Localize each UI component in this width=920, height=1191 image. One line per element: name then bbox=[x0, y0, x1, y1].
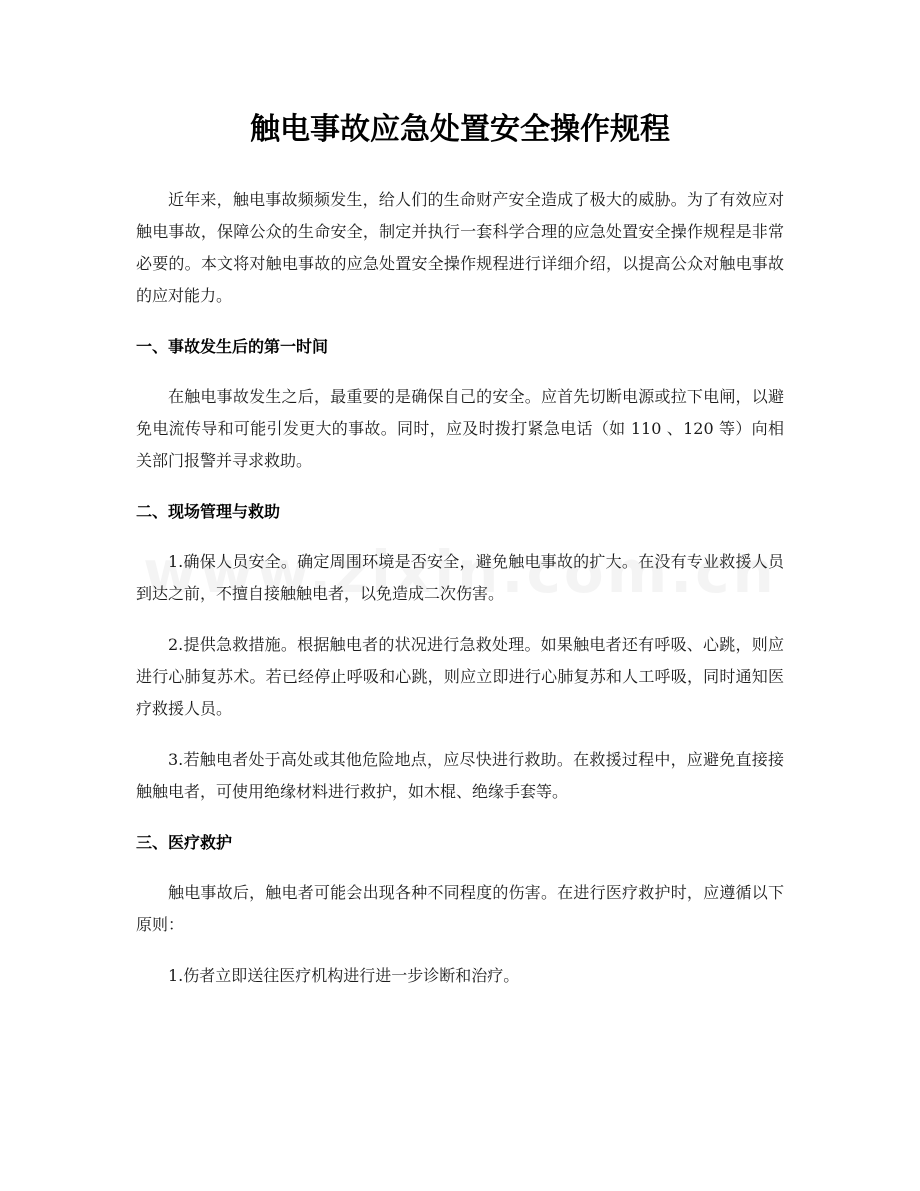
section-heading-2: 二、现场管理与救助 bbox=[136, 502, 281, 521]
section-heading-3: 三、医疗救护 bbox=[136, 833, 233, 852]
document-body bbox=[136, 184, 784, 1011]
section-3-item-1: 1.伤者立即送往医疗机构进行进一步诊断和治疗。 bbox=[168, 966, 520, 985]
section-3-paragraph: 触电事故后，触电者可能会出现各种不同程度的伤害。在进行医疗救护时，应遵循以下原则： bbox=[136, 883, 784, 934]
section-heading-1: 一、事故发生后的第一时间 bbox=[136, 337, 329, 356]
section-2-item-1: 1.确保人员安全。确定周围环境是否安全，避免触电事故的扩大。在没有专业救援人员到达之前，不擅自接触触电者，以免造成二次伤害。 bbox=[136, 552, 784, 603]
section-2-item-3: 3.若触电者处于高处或其他危险地点，应尽快进行救助。在救援过程中，应避免直接接触触电者，可使用绝缘材料进行救护，如木棍、绝缘手套等。 bbox=[136, 750, 784, 801]
intro-paragraph: 近年来，触电事故频频发生，给人们的生命财产安全造成了极大的威胁。为了有效应对触电事故，保障公众的生命安全，制定并执行一套科学合理的应急处置安全操作规程是非常必要的。本文将对触电事故的应急处置安全操作规程进行详细介绍，以提高公众对触电事故的应对能力。 bbox=[136, 190, 784, 305]
section-2-item-2: 2.提供急救措施。根据触电者的状况进行急救处理。如果触电者还有呼吸、心跳，则应进行心肺复苏术。若已经停止呼吸和心跳，则应立即进行心肺复苏和人工呼吸，同时通知医疗救援人员。 bbox=[136, 635, 784, 718]
document-title: 触电事故应急处置安全操作规程 bbox=[250, 112, 670, 147]
section-1-paragraph: 在触电事故发生之后，最重要的是确保自己的安全。应首先切断电源或拉下电闸，以避免电流传导和可能引发更大的事故。同时，应及时拨打紧急电话（如 110 、120 等）向相关部门报警并寻求救助。 bbox=[136, 387, 784, 470]
